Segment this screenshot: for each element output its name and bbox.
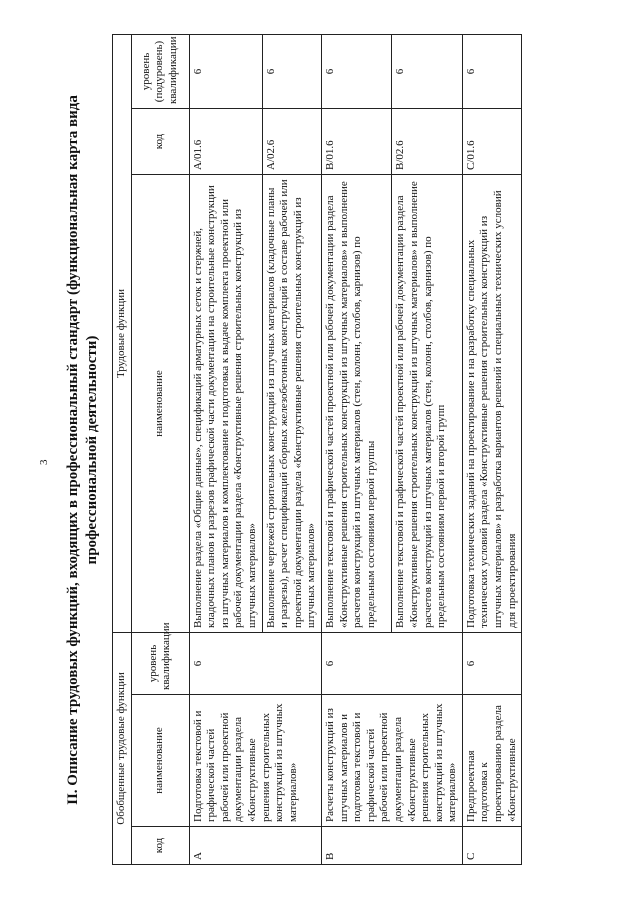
gen-name-cell: Предпроектная подготовка к проектированию раздела «Конструктивные xyxy=(462,695,521,827)
header-sublevel: уровень (подуровень) квалификации xyxy=(131,34,189,108)
header-generalized: Обобщенные трудовые функции xyxy=(113,632,132,864)
gen-code-cell: B xyxy=(321,827,462,865)
title-line-1: II. Описание трудовых функций, входящих в профессиональный стандарт (функциональная карта вида xyxy=(65,95,81,805)
function-name-cell: Выполнение текстовой и графической частей проектной или рабочей документации раздела «Конструктивные решения строительных конструкций из штучных материалов» и выполнение расчетов конструкций из штучных материалов (стен, колонн, столбов, карнизов) по предельным состояниям первой группы xyxy=(321,174,391,632)
header-level: уровень квалификации xyxy=(131,632,189,694)
gen-level-cell: 6 xyxy=(189,632,321,694)
gen-code-cell: A xyxy=(189,827,321,865)
function-code-cell: A/01.6 xyxy=(189,108,262,174)
table-row xyxy=(321,34,391,864)
function-level-cell: 6 xyxy=(321,34,391,108)
function-code-cell: C/01.6 xyxy=(462,108,521,174)
header-name-2: наименование xyxy=(131,174,189,632)
table-row xyxy=(189,34,262,864)
function-name-cell: Подготовка технических заданий на проектирование и на разработку специальных технических условий раздела «Конструктивные решения строительных конструкций из штучных материалов» и разработка вариантов решений и специальных технических условий для проектирования xyxy=(462,174,521,632)
header-code: код xyxy=(131,827,189,865)
function-name-cell: Выполнение раздела «Общие данные», спецификаций арматурных сеток и стержней, кладочных планов и разрезов графической части документации на строительные конструкции из штучных материалов и комплектование и подготовка к выдаче комплекта проектной или рабочей документации раздела «Конструктивные решения строительных конструкций из штучных материалов» xyxy=(189,174,262,632)
function-level-cell: 6 xyxy=(392,34,462,108)
section-title xyxy=(64,35,102,865)
page-number: 3 xyxy=(38,459,50,465)
functional-map-table xyxy=(112,34,522,865)
title-line-2: профессиональной деятельности) xyxy=(84,335,100,565)
function-level-cell: 6 xyxy=(462,34,521,108)
table-row xyxy=(462,34,521,864)
header-code-2: код xyxy=(131,108,189,174)
function-level-cell: 6 xyxy=(189,34,262,108)
gen-level-cell: 6 xyxy=(321,632,462,694)
header-labor: Трудовые функции xyxy=(113,34,132,632)
function-name-cell: Выполнение чертежей строительных конструкций из штучных материалов (кладочные планы и разрезы), расчет спецификаций сборных железобетонных конструкций в составе рабочей или проектной документации раздела «Конструктивные решения строительных конструкций из штучных материалов» xyxy=(262,174,321,632)
function-code-cell: B/01.6 xyxy=(321,108,391,174)
function-code-cell: B/02.6 xyxy=(392,108,462,174)
function-name-cell: Выполнение текстовой и графической частей проектной или рабочей документации раздела «Конструктивные решения строительных конструкций из штучных материалов» и выполнение расчетов конструкций из штучных материалов (стен, колонн, столбов, карнизов) по предельным состояниям первой и второй групп xyxy=(392,174,462,632)
gen-level-cell: 6 xyxy=(462,632,521,694)
gen-code-cell: C xyxy=(462,827,521,865)
function-code-cell: A/02.6 xyxy=(262,108,321,174)
header-name: наименование xyxy=(131,695,189,827)
function-level-cell: 6 xyxy=(262,34,321,108)
gen-name-cell: Подготовка текстовой и графической частей рабочей или проектной документации раздела «Конструктивные решения строительных конструкций из штучных материалов» xyxy=(189,695,321,827)
gen-name-cell: Расчеты конструкций из штучных материалов и подготовка текстовой и графической частей рабочей или проектной документации раздела «Конструктивные решения строительных конструкций из штучных материалов» xyxy=(321,695,462,827)
